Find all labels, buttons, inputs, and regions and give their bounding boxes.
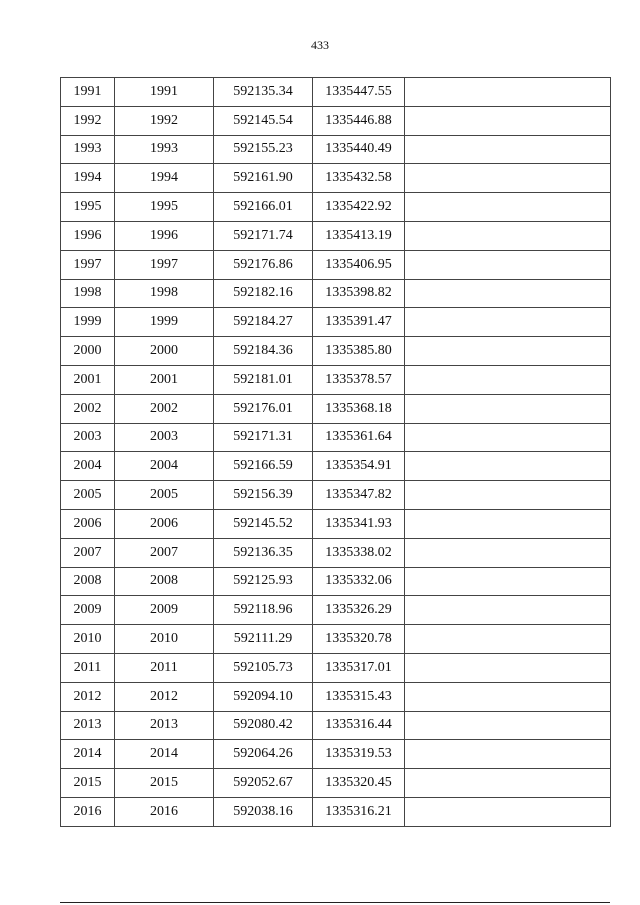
cell-x-coordinate: 592184.36	[214, 337, 313, 366]
cell-y-coordinate: 1335317.01	[313, 653, 405, 682]
cell-y-coordinate: 1335361.64	[313, 423, 405, 452]
cell-x-coordinate: 592052.67	[214, 769, 313, 798]
cell-y-coordinate: 1335315.43	[313, 682, 405, 711]
cell-remarks	[405, 221, 611, 250]
cell-remarks	[405, 394, 611, 423]
cell-point-number: 1998	[61, 279, 115, 308]
cell-remarks	[405, 423, 611, 452]
cell-remarks	[405, 365, 611, 394]
cell-x-coordinate: 592156.39	[214, 481, 313, 510]
cell-remarks	[405, 308, 611, 337]
cell-point-id: 2010	[115, 625, 214, 654]
cell-point-id: 2000	[115, 337, 214, 366]
table-row	[61, 740, 611, 769]
cell-point-id: 2004	[115, 452, 214, 481]
table-row	[61, 394, 611, 423]
cell-remarks	[405, 279, 611, 308]
cell-y-coordinate: 1335320.45	[313, 769, 405, 798]
cell-point-number: 2011	[61, 653, 115, 682]
table-row	[61, 653, 611, 682]
cell-y-coordinate: 1335447.55	[313, 78, 405, 107]
cell-y-coordinate: 1335316.21	[313, 797, 405, 826]
cell-point-number: 2016	[61, 797, 115, 826]
table-row	[61, 78, 611, 107]
table-row	[61, 106, 611, 135]
cell-remarks	[405, 193, 611, 222]
cell-point-id: 2005	[115, 481, 214, 510]
cell-x-coordinate: 592038.16	[214, 797, 313, 826]
table-row	[61, 337, 611, 366]
cell-point-id: 2012	[115, 682, 214, 711]
cell-point-id: 1995	[115, 193, 214, 222]
table-row	[61, 135, 611, 164]
cell-remarks	[405, 481, 611, 510]
cell-point-number: 1999	[61, 308, 115, 337]
cell-x-coordinate: 592111.29	[214, 625, 313, 654]
table-row	[61, 250, 611, 279]
table-row	[61, 567, 611, 596]
cell-remarks	[405, 682, 611, 711]
cell-point-id: 2006	[115, 509, 214, 538]
cell-y-coordinate: 1335413.19	[313, 221, 405, 250]
cell-point-number: 2013	[61, 711, 115, 740]
cell-point-id: 2015	[115, 769, 214, 798]
cell-remarks	[405, 740, 611, 769]
cell-x-coordinate: 592181.01	[214, 365, 313, 394]
cell-x-coordinate: 592184.27	[214, 308, 313, 337]
table-row	[61, 711, 611, 740]
cell-y-coordinate: 1335338.02	[313, 538, 405, 567]
cell-point-number: 1997	[61, 250, 115, 279]
cell-point-id: 2016	[115, 797, 214, 826]
cell-point-id: 1992	[115, 106, 214, 135]
cell-y-coordinate: 1335354.91	[313, 452, 405, 481]
table-row	[61, 423, 611, 452]
table-row	[61, 625, 611, 654]
table-row	[61, 682, 611, 711]
cell-point-id: 1998	[115, 279, 214, 308]
cell-point-id: 1996	[115, 221, 214, 250]
cell-x-coordinate: 592105.73	[214, 653, 313, 682]
cell-y-coordinate: 1335316.44	[313, 711, 405, 740]
table-row	[61, 164, 611, 193]
cell-point-number: 2012	[61, 682, 115, 711]
cell-remarks	[405, 596, 611, 625]
cell-point-id: 1993	[115, 135, 214, 164]
footer-rule	[60, 902, 610, 903]
coordinate-table	[60, 77, 611, 827]
cell-remarks	[405, 797, 611, 826]
cell-x-coordinate: 592182.16	[214, 279, 313, 308]
cell-point-id: 2014	[115, 740, 214, 769]
page-number: 433	[311, 38, 329, 52]
cell-y-coordinate: 1335422.92	[313, 193, 405, 222]
table-row	[61, 193, 611, 222]
table-row	[61, 538, 611, 567]
cell-remarks	[405, 509, 611, 538]
table-row	[61, 221, 611, 250]
cell-x-coordinate: 592166.01	[214, 193, 313, 222]
cell-point-number: 1993	[61, 135, 115, 164]
cell-point-number: 2015	[61, 769, 115, 798]
cell-y-coordinate: 1335326.29	[313, 596, 405, 625]
cell-x-coordinate: 592171.31	[214, 423, 313, 452]
cell-y-coordinate: 1335406.95	[313, 250, 405, 279]
cell-x-coordinate: 592145.54	[214, 106, 313, 135]
table-row	[61, 509, 611, 538]
table-row	[61, 481, 611, 510]
cell-y-coordinate: 1335320.78	[313, 625, 405, 654]
cell-x-coordinate: 592176.86	[214, 250, 313, 279]
cell-point-number: 2006	[61, 509, 115, 538]
cell-remarks	[405, 106, 611, 135]
table-row	[61, 769, 611, 798]
cell-point-number: 2001	[61, 365, 115, 394]
cell-point-number: 2000	[61, 337, 115, 366]
cell-x-coordinate: 592064.26	[214, 740, 313, 769]
cell-x-coordinate: 592176.01	[214, 394, 313, 423]
cell-x-coordinate: 592080.42	[214, 711, 313, 740]
cell-point-id: 2011	[115, 653, 214, 682]
cell-remarks	[405, 78, 611, 107]
cell-point-number: 2008	[61, 567, 115, 596]
cell-y-coordinate: 1335332.06	[313, 567, 405, 596]
cell-point-number: 2014	[61, 740, 115, 769]
cell-point-id: 2003	[115, 423, 214, 452]
cell-point-id: 2009	[115, 596, 214, 625]
cell-remarks	[405, 711, 611, 740]
cell-point-number: 2003	[61, 423, 115, 452]
cell-remarks	[405, 164, 611, 193]
cell-point-id: 1999	[115, 308, 214, 337]
cell-x-coordinate: 592145.52	[214, 509, 313, 538]
cell-x-coordinate: 592136.35	[214, 538, 313, 567]
cell-y-coordinate: 1335446.88	[313, 106, 405, 135]
cell-point-number: 2007	[61, 538, 115, 567]
cell-remarks	[405, 337, 611, 366]
coordinate-table-body	[61, 78, 611, 827]
cell-point-id: 1997	[115, 250, 214, 279]
cell-y-coordinate: 1335432.58	[313, 164, 405, 193]
cell-y-coordinate: 1335368.18	[313, 394, 405, 423]
cell-point-number: 1994	[61, 164, 115, 193]
cell-y-coordinate: 1335398.82	[313, 279, 405, 308]
cell-point-id: 1991	[115, 78, 214, 107]
cell-remarks	[405, 653, 611, 682]
cell-point-number: 2004	[61, 452, 115, 481]
cell-x-coordinate: 592155.23	[214, 135, 313, 164]
table-row	[61, 365, 611, 394]
cell-x-coordinate: 592135.34	[214, 78, 313, 107]
cell-y-coordinate: 1335440.49	[313, 135, 405, 164]
cell-remarks	[405, 452, 611, 481]
cell-x-coordinate: 592171.74	[214, 221, 313, 250]
cell-point-id: 2007	[115, 538, 214, 567]
cell-point-number: 2009	[61, 596, 115, 625]
cell-remarks	[405, 250, 611, 279]
cell-y-coordinate: 1335341.93	[313, 509, 405, 538]
cell-point-id: 1994	[115, 164, 214, 193]
cell-x-coordinate: 592125.93	[214, 567, 313, 596]
table-row	[61, 596, 611, 625]
cell-remarks	[405, 769, 611, 798]
cell-point-id: 2002	[115, 394, 214, 423]
cell-y-coordinate: 1335385.80	[313, 337, 405, 366]
cell-x-coordinate: 592118.96	[214, 596, 313, 625]
cell-x-coordinate: 592161.90	[214, 164, 313, 193]
cell-y-coordinate: 1335378.57	[313, 365, 405, 394]
cell-y-coordinate: 1335319.53	[313, 740, 405, 769]
cell-remarks	[405, 135, 611, 164]
cell-y-coordinate: 1335391.47	[313, 308, 405, 337]
cell-point-id: 2001	[115, 365, 214, 394]
cell-point-number: 1992	[61, 106, 115, 135]
cell-y-coordinate: 1335347.82	[313, 481, 405, 510]
cell-point-number: 2005	[61, 481, 115, 510]
table-row	[61, 452, 611, 481]
cell-point-id: 2013	[115, 711, 214, 740]
table-row	[61, 279, 611, 308]
table-row	[61, 308, 611, 337]
cell-remarks	[405, 538, 611, 567]
table-row	[61, 797, 611, 826]
cell-remarks	[405, 567, 611, 596]
cell-remarks	[405, 625, 611, 654]
cell-point-number: 1995	[61, 193, 115, 222]
cell-point-id: 2008	[115, 567, 214, 596]
cell-point-number: 1996	[61, 221, 115, 250]
cell-x-coordinate: 592094.10	[214, 682, 313, 711]
cell-point-number: 1991	[61, 78, 115, 107]
cell-point-number: 2010	[61, 625, 115, 654]
cell-point-number: 2002	[61, 394, 115, 423]
cell-x-coordinate: 592166.59	[214, 452, 313, 481]
